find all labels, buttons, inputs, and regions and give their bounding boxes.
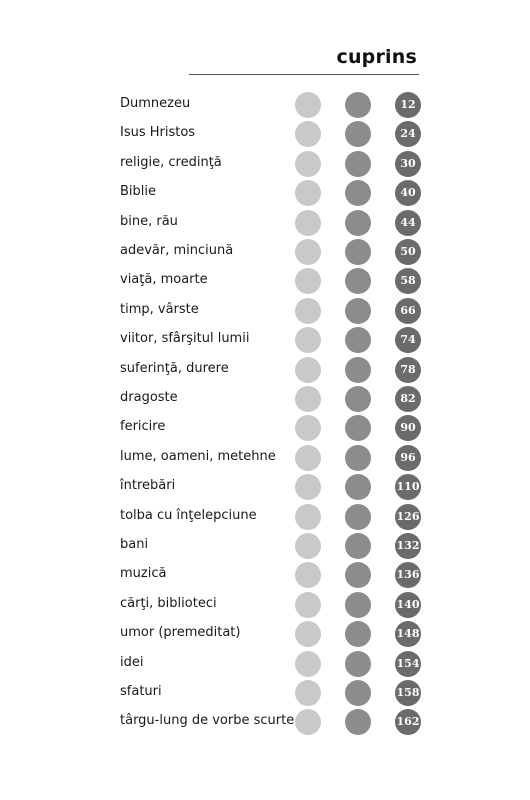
mid-circle-marker	[345, 121, 371, 147]
mid-circle-marker	[345, 210, 371, 236]
toc-entry-label: Biblie	[120, 184, 157, 199]
light-circle-marker	[295, 268, 321, 294]
toc-row[interactable]	[0, 210, 530, 236]
page-number-badge: 30	[395, 151, 421, 177]
page-number-badge: 78	[395, 357, 421, 383]
mid-circle-marker	[345, 533, 371, 559]
toc-entry-label: fericire	[120, 419, 166, 434]
toc-row[interactable]	[0, 562, 530, 588]
toc-row[interactable]	[0, 298, 530, 324]
page-number-badge: 66	[395, 298, 421, 324]
mid-circle-marker	[345, 92, 371, 118]
light-circle-marker	[295, 445, 321, 471]
toc-entry-label: tolba cu înţelepciune	[120, 508, 257, 523]
toc-entry-label: lume, oameni, metehne	[120, 449, 276, 464]
light-circle-marker	[295, 386, 321, 412]
toc-entry-label: umor (premeditat)	[120, 625, 241, 640]
toc-row[interactable]	[0, 504, 530, 530]
light-circle-marker	[295, 651, 321, 677]
page-number-badge: 44	[395, 210, 421, 236]
light-circle-marker	[295, 180, 321, 206]
page-number-badge: 90	[395, 415, 421, 441]
toc-row[interactable]	[0, 651, 530, 677]
light-circle-marker	[295, 210, 321, 236]
toc-entry-label: timp, vârste	[120, 302, 199, 317]
toc-entry-label: idei	[120, 655, 144, 670]
light-circle-marker	[295, 357, 321, 383]
light-circle-marker	[295, 504, 321, 530]
toc-row[interactable]	[0, 268, 530, 294]
light-circle-marker	[295, 121, 321, 147]
mid-circle-marker	[345, 180, 371, 206]
mid-circle-marker	[345, 504, 371, 530]
mid-circle-marker	[345, 445, 371, 471]
mid-circle-marker	[345, 680, 371, 706]
light-circle-marker	[295, 474, 321, 500]
mid-circle-marker	[345, 151, 371, 177]
mid-circle-marker	[345, 357, 371, 383]
mid-circle-marker	[345, 651, 371, 677]
toc-row[interactable]	[0, 415, 530, 441]
toc-entry-label: bani	[120, 537, 149, 552]
toc-row[interactable]	[0, 621, 530, 647]
page-number-badge: 158	[395, 680, 421, 706]
toc-entry-label: bine, rău	[120, 214, 178, 229]
mid-circle-marker	[345, 239, 371, 265]
toc-row[interactable]	[0, 357, 530, 383]
page-number-badge: 126	[395, 504, 421, 530]
toc-row[interactable]	[0, 121, 530, 147]
toc-entry-label: adevăr, minciună	[120, 243, 234, 258]
page-number-badge: 154	[395, 651, 421, 677]
page-number-badge: 58	[395, 268, 421, 294]
toc-entry-label: dragoste	[120, 390, 178, 405]
toc-entry-label: viitor, sfârşitul lumii	[120, 331, 250, 346]
toc-row[interactable]	[0, 592, 530, 618]
mid-circle-marker	[345, 415, 371, 441]
toc-row[interactable]	[0, 709, 530, 735]
light-circle-marker	[295, 680, 321, 706]
mid-circle-marker	[345, 709, 371, 735]
light-circle-marker	[295, 239, 321, 265]
page-number-badge: 96	[395, 445, 421, 471]
toc-entry-label: viaţă, moarte	[120, 272, 208, 287]
toc-entry-label: Isus Hristos	[120, 125, 196, 140]
light-circle-marker	[295, 92, 321, 118]
page-number-badge: 110	[395, 474, 421, 500]
page-number-badge: 136	[395, 562, 421, 588]
light-circle-marker	[295, 592, 321, 618]
light-circle-marker	[295, 533, 321, 559]
page-number-badge: 140	[395, 592, 421, 618]
page-title: cuprins	[336, 46, 417, 68]
page-number-badge: 50	[395, 239, 421, 265]
toc-row[interactable]	[0, 680, 530, 706]
light-circle-marker	[295, 327, 321, 353]
page-number-badge: 132	[395, 533, 421, 559]
toc-entry-label: religie, credinţă	[120, 155, 222, 170]
mid-circle-marker	[345, 474, 371, 500]
mid-circle-marker	[345, 621, 371, 647]
light-circle-marker	[295, 415, 321, 441]
light-circle-marker	[295, 621, 321, 647]
toc-row[interactable]	[0, 92, 530, 118]
toc-row[interactable]	[0, 474, 530, 500]
mid-circle-marker	[345, 327, 371, 353]
toc-entry-label: Dumnezeu	[120, 96, 191, 111]
toc-entry-label: suferinţă, durere	[120, 361, 229, 376]
mid-circle-marker	[345, 298, 371, 324]
mid-circle-marker	[345, 268, 371, 294]
toc-row[interactable]	[0, 239, 530, 265]
light-circle-marker	[295, 151, 321, 177]
page-number-badge: 148	[395, 621, 421, 647]
page-number-badge: 162	[395, 709, 421, 735]
page-number-badge: 82	[395, 386, 421, 412]
toc-row[interactable]	[0, 151, 530, 177]
light-circle-marker	[295, 298, 321, 324]
toc-row[interactable]	[0, 386, 530, 412]
light-circle-marker	[295, 709, 321, 735]
toc-entry-label: cărţi, biblioteci	[120, 596, 217, 611]
page-number-badge: 74	[395, 327, 421, 353]
page-heading	[189, 44, 419, 75]
toc-entry-label: sfaturi	[120, 684, 162, 699]
mid-circle-marker	[345, 592, 371, 618]
toc-entry-label: muzică	[120, 566, 167, 581]
toc-row[interactable]	[0, 533, 530, 559]
page-number-badge: 12	[395, 92, 421, 118]
page-number-badge: 40	[395, 180, 421, 206]
toc-row[interactable]	[0, 180, 530, 206]
page-number-badge: 24	[395, 121, 421, 147]
mid-circle-marker	[345, 562, 371, 588]
mid-circle-marker	[345, 386, 371, 412]
toc-row[interactable]	[0, 445, 530, 471]
toc-entry-label: târgu-lung de vorbe scurte	[120, 713, 295, 728]
light-circle-marker	[295, 562, 321, 588]
toc-entry-label: întrebări	[120, 478, 176, 493]
toc-row[interactable]	[0, 327, 530, 353]
